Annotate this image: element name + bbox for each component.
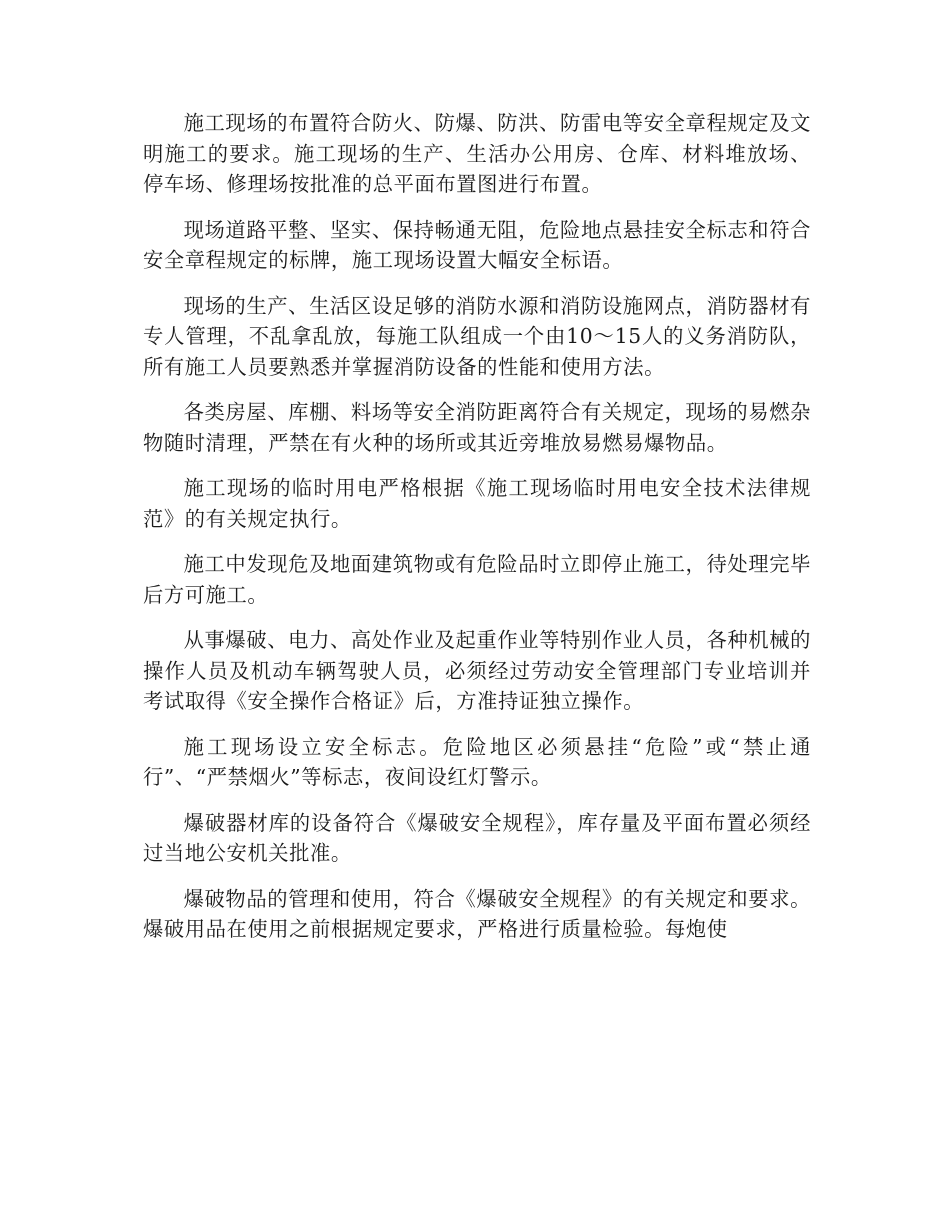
document-body [143,108,811,960]
paragraph-site-layout: 施工现场的布置符合防火、防爆、防洪、防雷电等安全章程规定及文明施工的要求。施工现场的生产、生活办公用房、仓库、材料堆放场、停车场、修理场按批准的总平面布置图进行布置。 [143,111,811,196]
paragraph-site-roads: 现场道路平整、坚实、保持畅通无阻，危险地点悬挂安全标志和符合安全章程规定的标牌，施工现场设置大幅安全标语。 [143,217,811,272]
paragraph-safety-signs: 施工现场设立安全标志。危险地区必须悬挂“危险”或“禁止通行”、“严禁烟火”等标志，夜间设红灯警示。 [143,734,811,789]
paragraph-temporary-power: 施工现场的临时用电严格根据《施工现场临时用电安全技术法律规范》的有关规定执行。 [143,476,811,531]
paragraph-blasting-storage: 爆破器材库的设备符合《爆破安全规程》，库存量及平面布置必须经过当地公安机关批准。 [143,810,811,865]
paragraph-special-operators: 从事爆破、电力、高处作业及起重作业等特别作业人员，各种机械的操作人员及机动车辆驾驶人员，必须经过劳动安全管理部门专业培训并考试取得《安全操作合格证》后，方准持证独立操作。 [143,628,811,713]
paragraph-blasting-materials: 爆破物品的管理和使用，符合《爆破安全规程》的有关规定和要求。爆破用品在使用之前根据规定要求，严格进行质量检验。每炮使 [143,886,811,941]
paragraph-fire-distance: 各类房屋、库棚、料场等安全消防距离符合有关规定，现场的易燃杂物随时清理，严禁在有火种的场所或其近旁堆放易燃易爆物品。 [143,400,811,455]
paragraph-fire-protection: 现场的生产、生活区设足够的消防水源和消防设施网点，消防器材有专人管理，不乱拿乱放，每施工队组成一个由10～15人的义务消防队，所有施工人员要熟悉并掌握消防设备的性能和使用方法。 [143,293,811,379]
paragraph-hazard-stop: 施工中发现危及地面建筑物或有危险品时立即停止施工，待处理完毕后方可施工。 [143,552,811,607]
